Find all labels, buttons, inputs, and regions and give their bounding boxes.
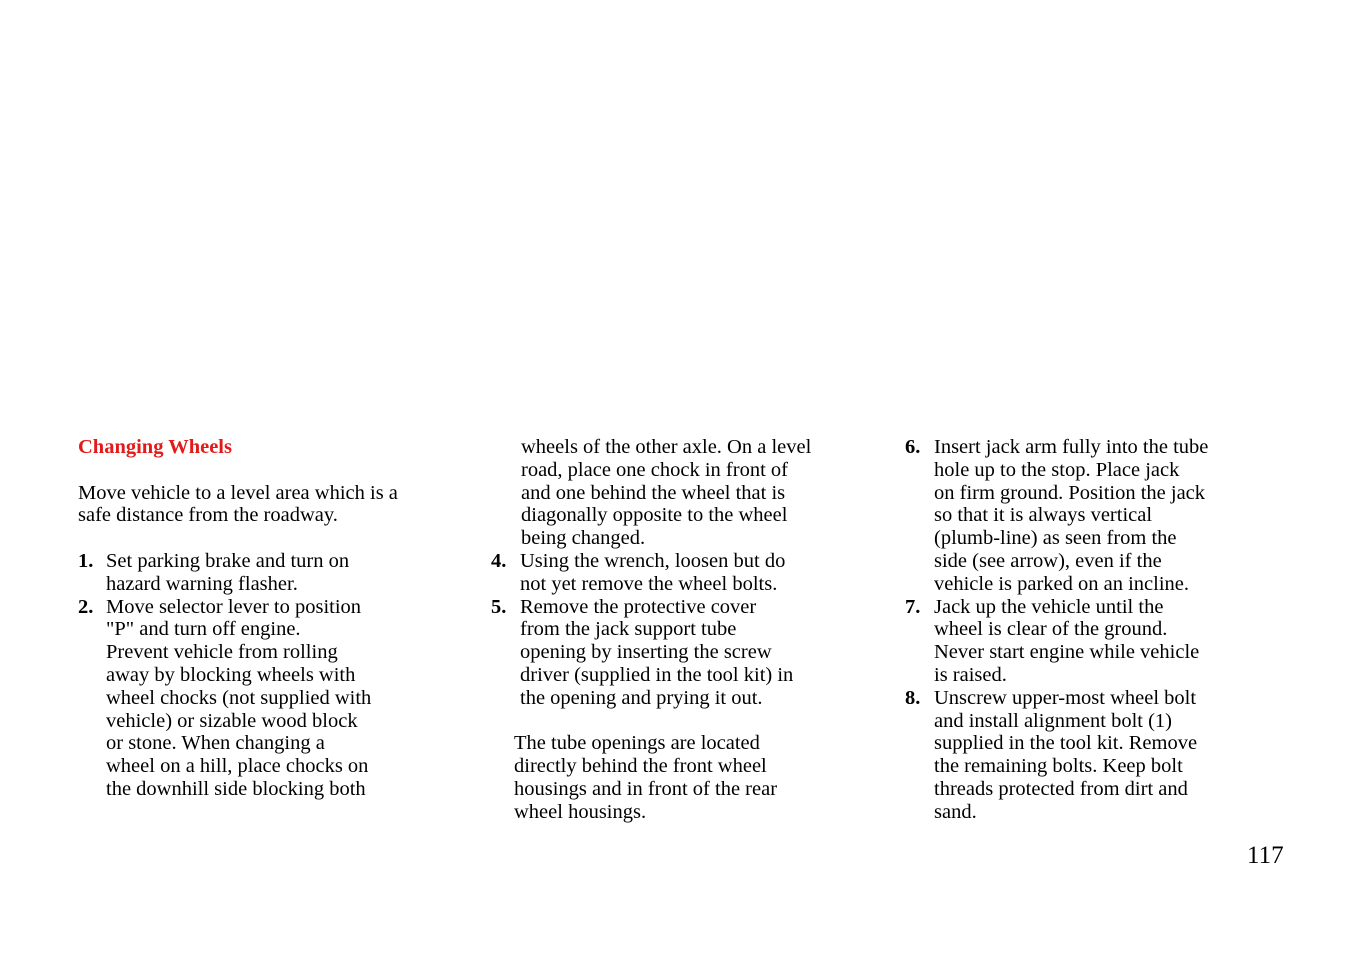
step-line: threads protected from dirt and [934,777,1188,800]
step-line: from the jack support tube [520,618,737,641]
step-line: opening by inserting the screw [520,641,772,664]
step-line: "P" and turn off engine. [106,618,301,641]
step-line: driver (supplied in the tool kit) in [520,663,794,686]
step-line: away by blocking wheels with [106,663,356,686]
step-number: 8. [905,686,921,709]
step-line: Never start engine while vehicle [934,641,1200,664]
step-line: hazard warning flasher. [106,572,298,595]
step-line: and install alignment bolt (1) [934,709,1172,732]
step-line: hole up to the stop. Place jack [934,458,1180,481]
column-middle [491,436,871,824]
step-6 [905,436,1285,596]
note-line: housings and in front of the rear [514,777,778,800]
step-number: 4. [491,549,507,572]
step-line: vehicle is parked on an incline. [934,572,1190,595]
intro-line: safe distance from the roadway. [78,504,338,527]
step-line: Unscrew upper-most wheel bolt [934,686,1197,709]
step-5 [491,596,871,710]
step-line: Prevent vehicle from rolling [106,641,338,664]
step-line: wheel chocks (not supplied with [106,686,372,709]
note-line: directly behind the front wheel [514,755,767,778]
step-number: 2. [78,595,94,618]
step-line: being changed. [521,527,646,550]
step-line: the downhill side blocking both [106,777,366,800]
step-line: Insert jack arm fully into the tube [934,436,1209,458]
step-line: and one behind the wheel that is [521,481,786,504]
step-number: 5. [491,595,507,618]
step-3-continued [491,436,871,550]
step-line: road, place one chock in front of [521,458,788,481]
page-number: 117 [1247,842,1284,869]
step-4 [491,550,871,596]
step-line: supplied in the tool kit. Remove [934,732,1198,755]
step-line: sand. [934,800,977,823]
step-line: the remaining bolts. Keep bolt [934,755,1183,778]
step-line: so that it is always vertical [934,504,1153,527]
step-line: Remove the protective cover [520,595,757,618]
step-1 [78,550,458,596]
step-number: 1. [78,549,94,572]
intro-line: Move vehicle to a level area which is a [78,481,398,504]
note-paragraph [491,732,871,823]
step-7 [905,596,1285,687]
note-line: The tube openings are located [514,732,760,755]
step-line: Move selector lever to position [106,595,362,618]
section-title: Changing Wheels [78,436,232,458]
column-right [905,436,1285,824]
step-line: on firm ground. Position the jack [934,481,1206,504]
step-line: not yet remove the wheel bolts. [520,572,778,595]
step-line: Using the wrench, loosen but do [520,549,786,572]
step-line: wheel is clear of the ground. [934,618,1168,641]
step-line: side (see arrow), even if the [934,549,1162,572]
column-left [78,436,458,801]
step-number: 6. [905,436,921,458]
step-line: the opening and prying it out. [520,686,763,709]
note-line: wheel housings. [514,800,647,823]
step-line: Jack up the vehicle until the [934,595,1164,618]
step-line: wheel on a hill, place chocks on [106,755,369,778]
step-line: Set parking brake and turn on [106,549,350,572]
step-line: diagonally opposite to the wheel [521,504,788,527]
step-line: wheels of the other axle. On a level [521,436,812,458]
step-line: (plumb-line) as seen from the [934,527,1177,550]
step-line: is raised. [934,663,1007,686]
step-line: or stone. When changing a [106,732,325,755]
step-number: 7. [905,595,921,618]
step-2 [78,596,458,801]
step-line: vehicle) or sizable wood block [106,709,358,732]
step-8 [905,687,1285,824]
